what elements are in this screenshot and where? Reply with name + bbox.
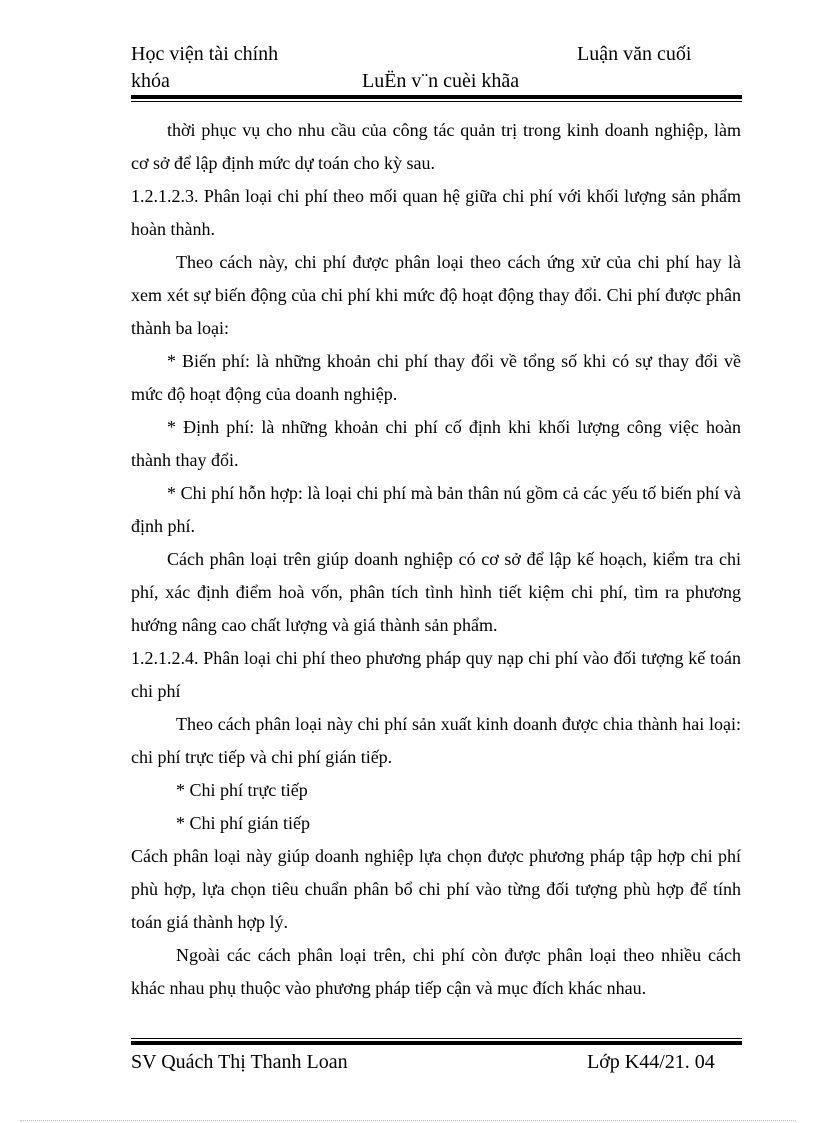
header-rule-thin xyxy=(131,101,742,102)
header-doc-type-continued: khóa xyxy=(131,70,170,92)
paragraph: Cách phân loại này giúp doanh nghiệp lựa chọn được phương pháp tập hợp chi phí phù hợp, lựa chọn tiêu chuẩn phân bổ chi phí vào từng đối tượng phù hợp để tính toán giá thành hợp lý. xyxy=(131,846,741,932)
footer-rule-thin xyxy=(131,1038,742,1039)
footer-class-code: Lớp K44/21. 04 xyxy=(587,1051,715,1073)
bullet-item: * Chi phí trực tiếp xyxy=(176,780,308,800)
page-bottom-dotted-line xyxy=(20,1120,796,1121)
document-body xyxy=(131,114,741,1005)
section-heading: 1.2.1.2.3. Phân loại chi phí theo mối quan hệ giữa chi phí với khối lượng sản phẩm hoàn thành. xyxy=(131,186,741,239)
section-heading: 1.2.1.2.4. Phân loại chi phí theo phương pháp quy nạp chi phí vào đối tượng kế toán chi phí xyxy=(131,648,741,701)
bullet-paragraph: * Định phí: là những khoản chi phí cố định khi khối lượng công việc hoàn thành thay đổi. xyxy=(131,417,741,470)
paragraph: Cách phân loại trên giúp doanh nghiệp có cơ sở để lập kế hoạch, kiểm tra chi phí, xác định điểm hoà vốn, phân tích tình hình tiết kiệm chi phí, tìm ra phương hướng nâng cao chất lượng và giá thành sản phẩm. xyxy=(131,549,741,635)
bullet-item: * Chi phí gián tiếp xyxy=(176,813,310,833)
header-doc-type-encoded: LuËn v¨n cuèi khãa xyxy=(362,70,520,92)
header-doc-type: Luận văn cuối xyxy=(577,43,692,65)
paragraph: thời phục vụ cho nhu cầu của công tác quản trị trong kinh doanh nghiệp, làm cơ sở để lập định mức dự toán cho kỳ sau. xyxy=(131,120,741,173)
paragraph: Theo cách này, chi phí được phân loại theo cách ứng xử của chi phí hay là xem xét sự biến động của chi phí khi mức độ hoạt động thay đổi. Chi phí được phân thành ba loại: xyxy=(131,252,741,338)
footer-rule-thick xyxy=(131,1041,742,1045)
header-institution: Học viện tài chính xyxy=(131,43,279,65)
header-rule-thick xyxy=(131,95,742,99)
footer-student-name: SV Quách Thị Thanh Loan xyxy=(131,1051,348,1073)
bullet-paragraph: * Chi phí hỗn hợp: là loại chi phí mà bản thân nú gồm cả các yếu tố biến phí và định phí. xyxy=(131,483,741,536)
bullet-paragraph: * Biến phí: là những khoản chi phí thay đổi về tổng số khi có sự thay đổi về mức độ hoạt động của doanh nghiệp. xyxy=(131,351,741,404)
paragraph: Theo cách phân loại này chi phí sản xuất kinh doanh được chia thành hai loại: chi phí trực tiếp và chi phí gián tiếp. xyxy=(131,714,741,767)
paragraph: Ngoài các cách phân loại trên, chi phí còn được phân loại theo nhiều cách khác nhau phụ thuộc vào phương pháp tiếp cận và mục đích khác nhau. xyxy=(131,945,741,998)
